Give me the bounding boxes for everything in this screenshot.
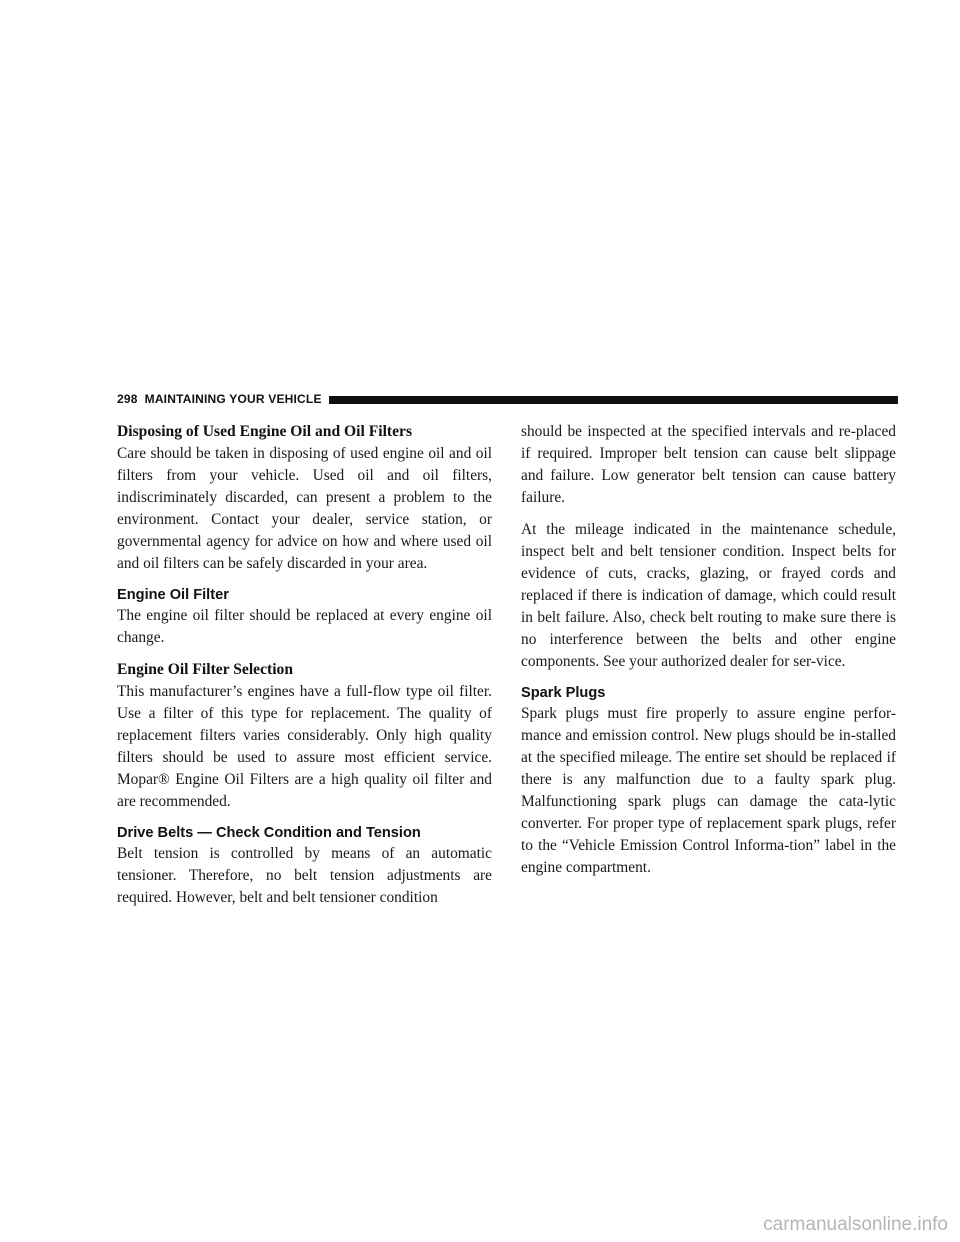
filter-selection-heading: Engine Oil Filter Selection: [117, 661, 293, 678]
spark-plugs-paragraph: Spark plugs must fire properly to assure engine perfor-mance and emission control. New plugs should be in-stalled at the specified mileage. The entire set should be replaced if there is any malfunction due to a faulty spark plug. Malfunctioning spark plugs can damage the cata-lytic converter. For proper type of replacement spark plugs, refer to the “Vehicle Emission Control Informa-tion” label in the engine compartment.: [521, 705, 896, 876]
drive-belts-paragraph: Belt tension is controlled by means of an automatic tensioner. Therefore, no belt tension adjustments are required. However, belt and belt tensioner condition: [117, 845, 492, 906]
spark-plugs-heading: Spark Plugs: [521, 685, 606, 701]
page-header: [117, 390, 898, 408]
belt-inspection-paragraph: At the mileage indicated in the maintenance schedule, inspect belt and belt tensioner condition. Inspect belts for evidence of cuts, cracks, glazing, or frayed cords and replaced if there is indication of damage, which could result in belt failure. Also, check belt routing to make sure there is no interference between the belts and other engine components. See your authorized dealer for ser-vice.: [521, 521, 896, 670]
section-title: MAINTAINING YOUR VEHICLE: [144, 392, 322, 406]
filter-selection-paragraph: This manufacturer’s engines have a full-flow type oil filter. Use a filter of this type for replacement. The quality of replacement filters varies considerably. Only high quality filters should be used to assure most efficient service. Mopar® Engine Oil Filters are a high quality oil filter and are recommended.: [117, 683, 492, 810]
header-rule: [329, 396, 898, 404]
page-number: 298: [117, 392, 138, 406]
drive-belts-continued-paragraph: should be inspected at the specified intervals and re-placed if required. Improper belt tension can cause belt slippage and failure. Low generator belt tension can cause battery failure.: [521, 423, 896, 506]
drive-belts-heading: Drive Belts — Check Condition and Tension: [117, 825, 421, 841]
right-column: [521, 421, 896, 879]
left-column: [117, 421, 492, 909]
site-watermark: carmanualsonline.info: [763, 1214, 948, 1235]
oil-filter-heading: Engine Oil Filter: [117, 587, 229, 603]
disposing-paragraph: Care should be taken in disposing of used engine oil and oil filters from your vehicle. Used oil and oil filters, indiscriminately discarded, can present a problem to the environment. Contact your dealer, service station, or governmental agency for advice on how and where used oil and oil filters can be safely discarded in your area.: [117, 445, 492, 572]
oil-filter-paragraph: The engine oil filter should be replaced at every engine oil change.: [117, 607, 492, 646]
disposing-heading: Disposing of Used Engine Oil and Oil Filters: [117, 423, 413, 440]
